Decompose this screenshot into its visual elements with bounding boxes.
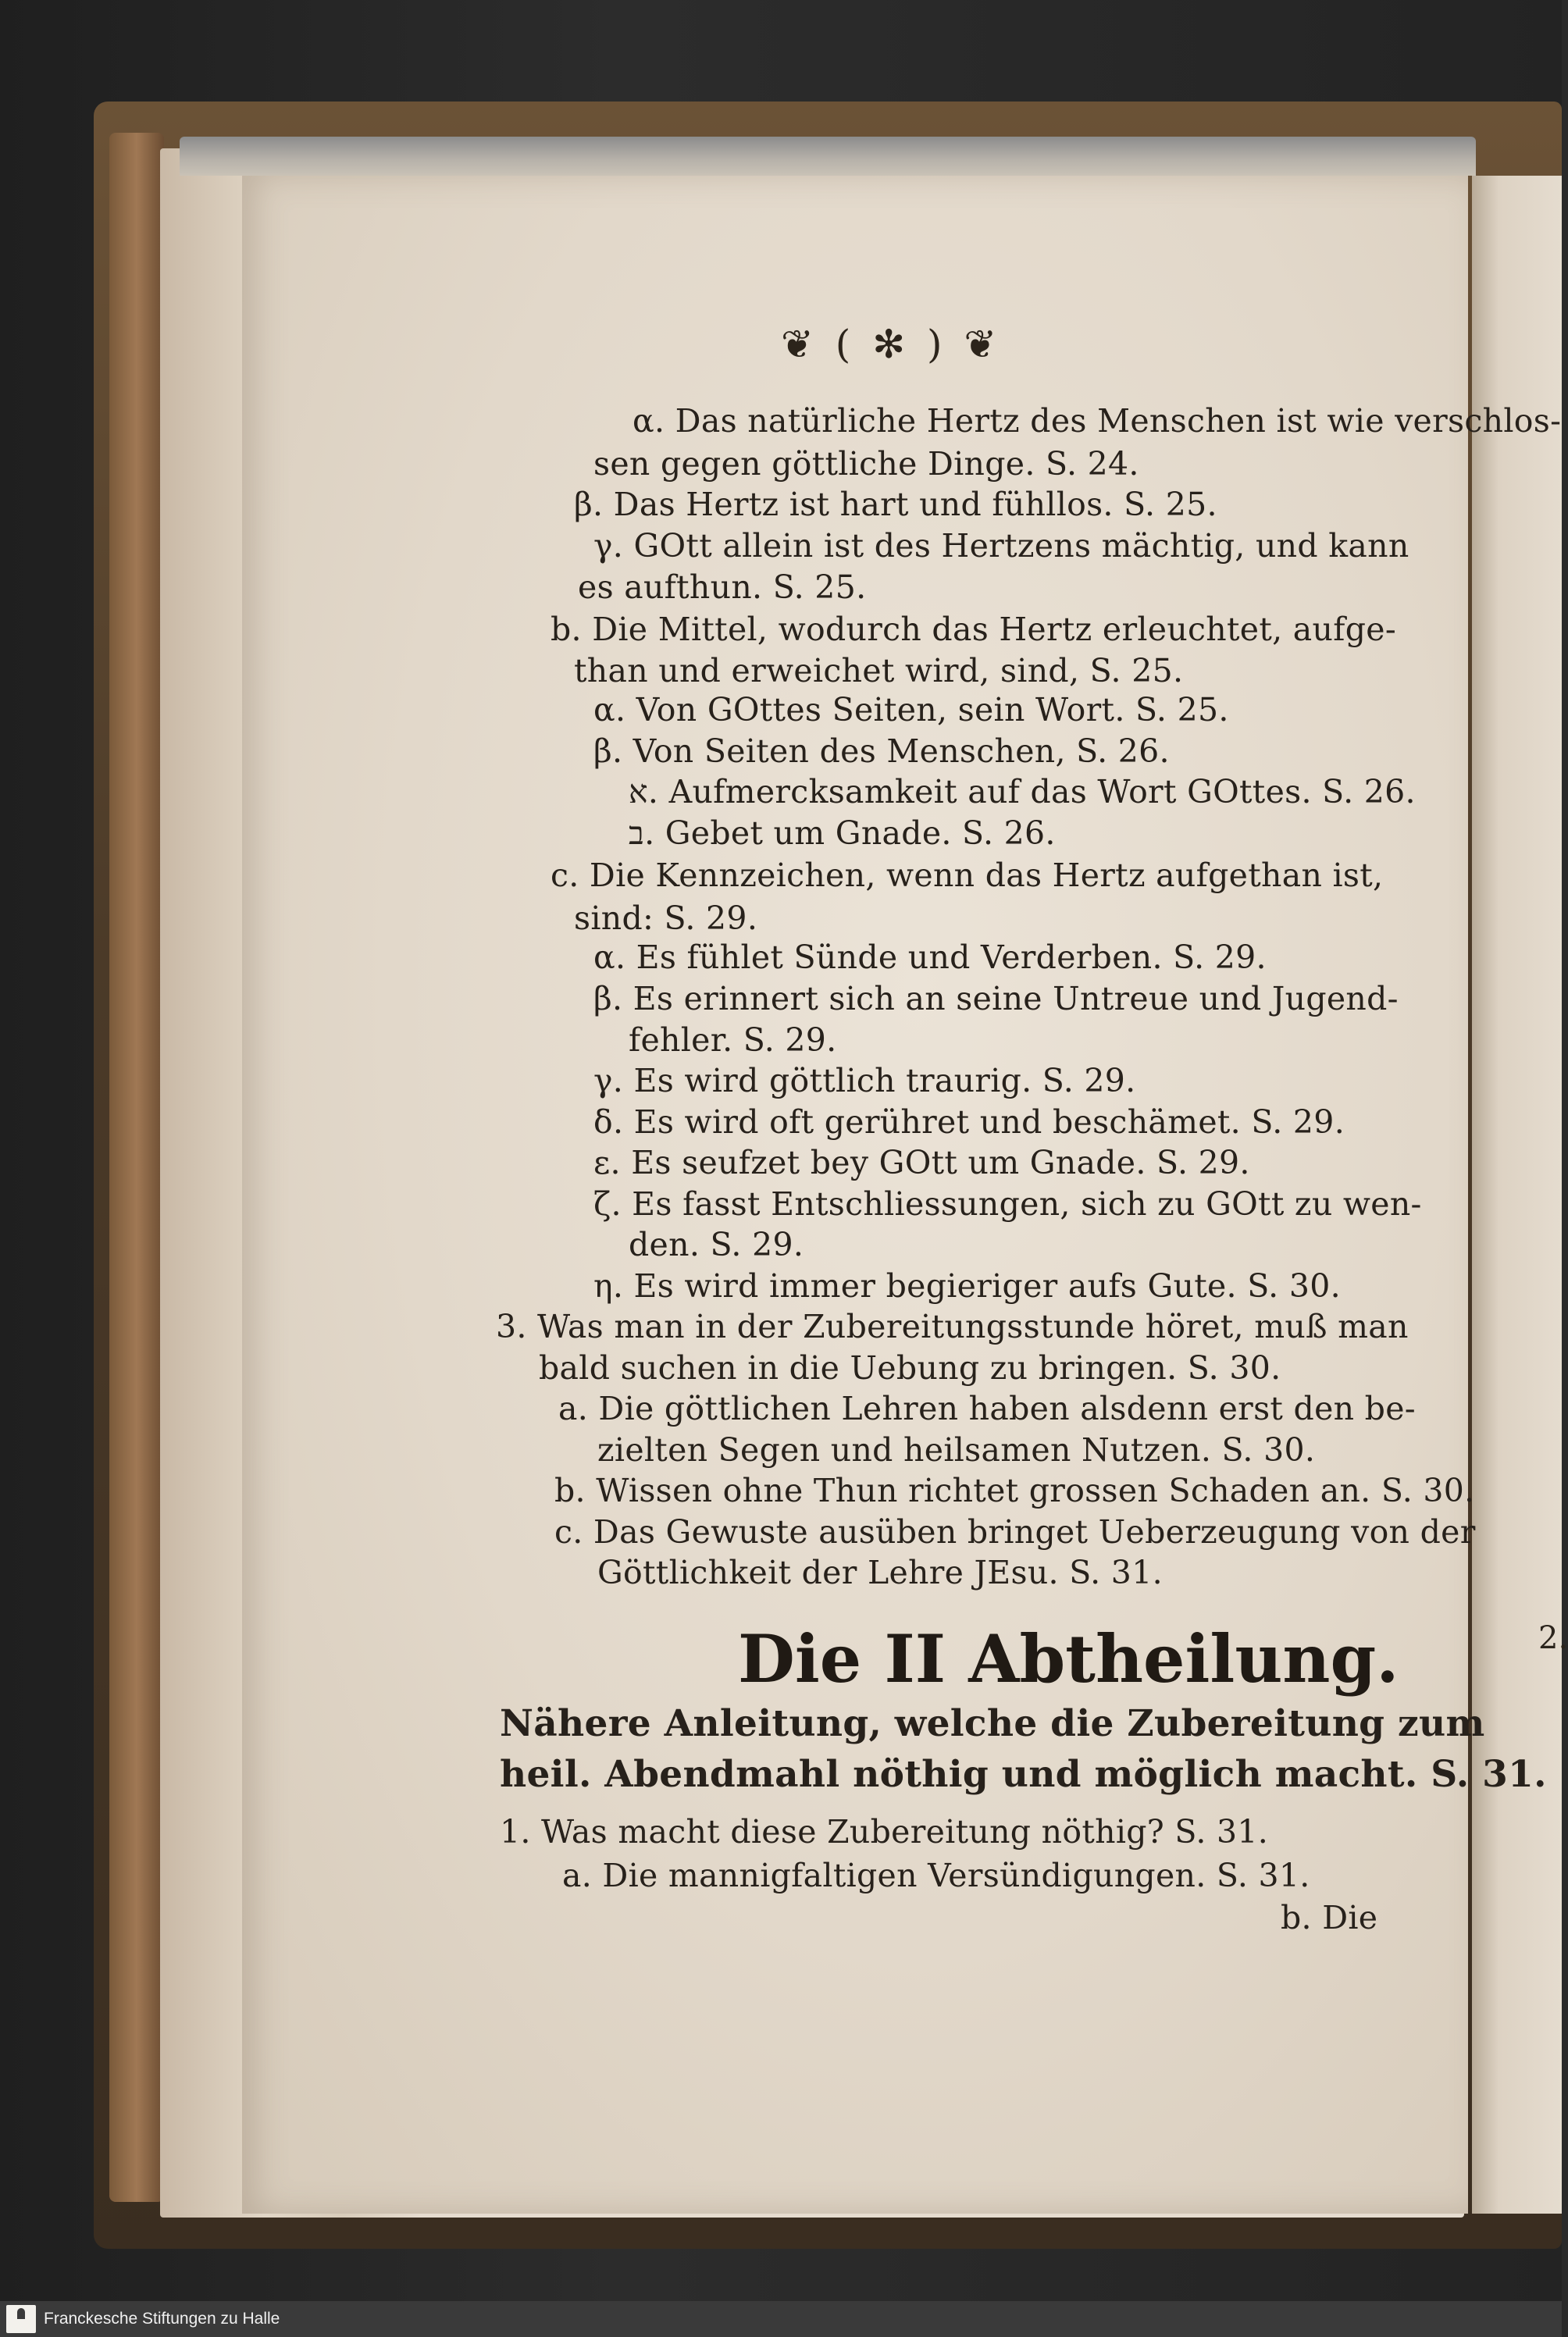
text-line: η. Es wird immer begieriger aufs Gute. S. 30. bbox=[593, 1267, 1341, 1305]
section-subtitle: Nähere Anleitung, welche die Zubereitung zum bbox=[500, 1702, 1485, 1745]
text-line: es aufthun. S. 25. bbox=[578, 568, 867, 606]
text-line: α. Von GOttes Seiten, sein Wort. S. 25. bbox=[593, 691, 1229, 729]
text-line: β. Das Hertz ist hart und fühllos. S. 25. bbox=[574, 486, 1217, 523]
text-line: ב. Gebet um Gnade. S. 26. bbox=[629, 814, 1056, 852]
text-line: 1. Was macht diese Zubereitung nöthig? S. 31. bbox=[500, 1813, 1269, 1851]
text-line: א. Aufmercksamkeit auf das Wort GOttes. S. 26. bbox=[629, 773, 1416, 810]
text-line: δ. Es wird oft gerühret und beschämet. S. 29. bbox=[593, 1103, 1345, 1141]
text-line: ε. Es seufzet bey GOtt um Gnade. S. 29. bbox=[593, 1144, 1250, 1181]
text-line: zielten Segen und heilsamen Nutzen. S. 30. bbox=[597, 1431, 1316, 1469]
text-line: den. S. 29. bbox=[629, 1226, 804, 1263]
text-line: Göttlichkeit der Lehre JEsu. S. 31. bbox=[597, 1554, 1163, 1591]
text-line: fehler. S. 29. bbox=[629, 1021, 837, 1059]
text-line: c. Die Kennzeichen, wenn das Hertz aufgethan ist, bbox=[551, 857, 1384, 894]
text-line: a. Die göttlichen Lehren haben alsdenn erst den be- bbox=[558, 1390, 1416, 1427]
text-line: α. Es fühlet Sünde und Verderben. S. 29. bbox=[593, 939, 1267, 976]
text-line: sind: S. 29. bbox=[574, 900, 758, 937]
text-line: ζ. Es fasst Entschliessungen, sich zu GOtt zu wen- bbox=[593, 1185, 1422, 1223]
book-spine bbox=[109, 133, 164, 2202]
text-line: b. Wissen ohne Thun richtet grossen Schaden an. S. 30. bbox=[554, 1472, 1475, 1509]
footer-text: Franckesche Stiftungen zu Halle bbox=[44, 2310, 280, 2328]
text-line: c. Das Gewuste ausüben bringet Ueberzeugung von der bbox=[554, 1513, 1476, 1551]
text-line: sen gegen göttliche Dinge. S. 24. bbox=[593, 445, 1139, 483]
footer-bar bbox=[0, 2301, 1562, 2337]
text-line: γ. Es wird göttlich traurig. S. 29. bbox=[593, 1062, 1136, 1099]
section-subtitle: heil. Abendmahl nöthig und möglich macht. S. 31. bbox=[500, 1753, 1547, 1796]
text-line: β. Es erinnert sich an seine Untreue und Jugend- bbox=[593, 980, 1399, 1017]
institution-logo-icon bbox=[6, 2305, 36, 2333]
text-line: γ. GOtt allein ist des Hertzens mächtig, und kann bbox=[593, 527, 1409, 565]
catchword: b. Die bbox=[1281, 1899, 1378, 1936]
text-line: 3. Was man in der Zubereitungsstunde höret, muß man bbox=[496, 1308, 1409, 1345]
right-page-fragment: 2. bbox=[1538, 1620, 1568, 1656]
text-line: b. Die Mittel, wodurch das Hertz erleuchtet, aufge- bbox=[551, 611, 1396, 648]
page-header-ornament: ❦ ( ✻ ) ❦ bbox=[781, 322, 1002, 367]
page-top-edge bbox=[180, 137, 1476, 176]
text-line: bald suchen in die Uebung zu bringen. S. 30. bbox=[539, 1349, 1281, 1387]
text-line: β. Von Seiten des Menschen, S. 26. bbox=[593, 732, 1170, 770]
text-line: a. Die mannigfaltigen Versündigungen. S. 31. bbox=[562, 1857, 1310, 1894]
text-line: α. Das natürliche Hertz des Menschen ist wie verschlos- bbox=[633, 402, 1562, 440]
section-title: Die II Abtheilung. bbox=[738, 1620, 1399, 1698]
text-line: than und erweichet wird, sind, S. 25. bbox=[574, 652, 1184, 689]
right-page-edge bbox=[1472, 176, 1568, 2214]
